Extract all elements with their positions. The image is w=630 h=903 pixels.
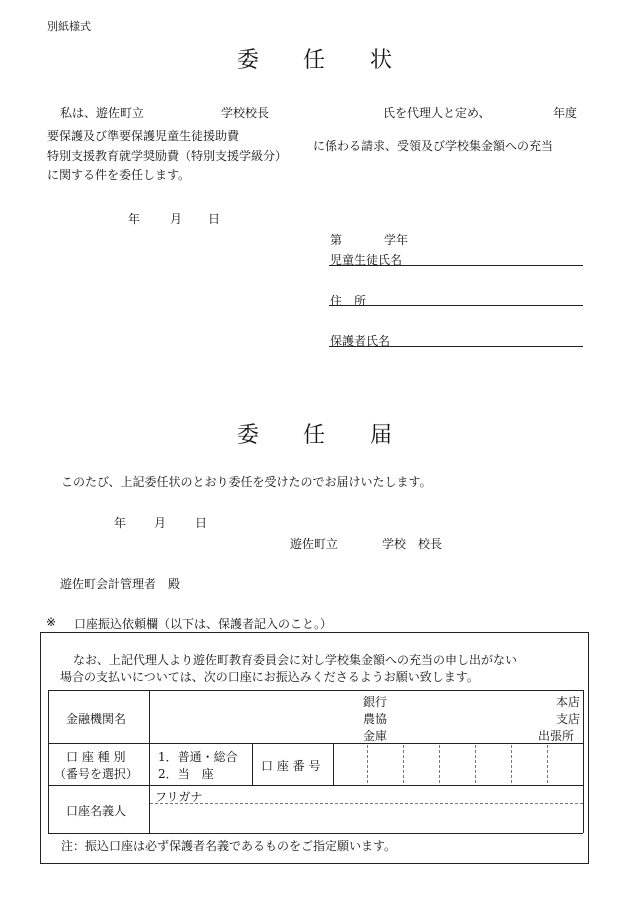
guardian-name-line[interactable]: [329, 346, 583, 347]
notification-date-day: 日: [195, 516, 208, 530]
guardian-name-label: 保護者氏名: [330, 334, 391, 348]
institution-type-agri: 農協: [363, 712, 388, 726]
title-char: 委: [237, 423, 260, 448]
school-town: 遊佐町立: [290, 537, 339, 551]
digit-divider: [511, 745, 512, 783]
address-line[interactable]: [329, 305, 583, 306]
account-type-option-ordinary[interactable]: 1．普通・総合: [158, 750, 238, 764]
digit-divider: [439, 745, 440, 783]
addressee: 遊佐町会計管理者 殿: [60, 577, 181, 591]
table-rule: [583, 690, 584, 833]
title-char: 状: [370, 48, 393, 73]
proxy-date-year: 年: [128, 212, 141, 226]
transfer-intro-2: 場合の支払いについては、次の口座にお振込みくださるようお願い致します。: [60, 670, 479, 684]
proxy-items-suffix: に係わる請求、受領及び学校集金額への充当: [313, 139, 554, 153]
form-label: 別紙様式: [47, 20, 91, 33]
grade-suffix: 学年: [384, 233, 409, 247]
table-rule: [149, 690, 150, 833]
table-rule: [48, 785, 583, 786]
proxy-appoint: 氏を代理人と定め、: [383, 106, 491, 120]
table-rule: [252, 743, 253, 785]
institution-type-bank: 銀行: [363, 695, 388, 709]
notification-date-month: 月: [154, 516, 167, 530]
asterisk-mark: ※: [46, 615, 57, 629]
student-name-line[interactable]: [329, 265, 583, 266]
institution-type-credit: 金庫: [363, 729, 388, 743]
branch-type-main: 本店: [556, 695, 581, 709]
address-label: 住 所: [330, 294, 367, 308]
transfer-heading: 口座振込依頼欄（以下は、保護者記入のこと。）: [74, 617, 333, 631]
notification-date-year: 年: [114, 516, 127, 530]
account-number-label: 口 座 番 号: [261, 759, 321, 773]
proxy-date-day: 日: [208, 212, 221, 226]
proxy-item-special: 特別支援教育就学奨励費（特別支援学級分）: [47, 149, 288, 163]
account-type-sublabel: （番号を選択）: [54, 767, 139, 781]
proxy-year: 年度: [553, 106, 578, 120]
title-char: 委: [237, 48, 260, 73]
furigana-divider: [150, 803, 583, 804]
school-principal: 学校 校長: [382, 537, 443, 551]
furigana-label: フリガナ: [155, 790, 203, 804]
title-char: 届: [370, 423, 393, 448]
branch-type-office: 出張所: [538, 729, 575, 743]
grade-prefix: 第: [330, 233, 343, 247]
digit-divider: [367, 745, 368, 783]
proxy-lead: 私は、遊佐町立: [60, 106, 145, 120]
title-char: 任: [303, 48, 326, 73]
proxy-line-end: に関する件を委任します。: [47, 168, 191, 182]
account-type-option-checking[interactable]: 2．当 座: [158, 767, 214, 781]
account-type-label: 口 座 種 別: [66, 750, 126, 764]
digit-divider: [475, 745, 476, 783]
proxy-date-month: 月: [170, 212, 183, 226]
holder-label: 口座名義人: [66, 804, 127, 818]
transfer-intro-1: なお、上記代理人より遊佐町教育委員会に対し学校集金額への充当の申し出がない: [73, 653, 518, 667]
proxy-item-aid: 要保護及び準要保護児童生徒援助費: [47, 129, 240, 143]
title-char: 任: [303, 423, 326, 448]
proxy-school-head: 学校校長: [221, 106, 270, 120]
table-rule: [48, 690, 49, 833]
table-rule: [48, 743, 583, 744]
digit-divider: [547, 745, 548, 783]
table-rule: [48, 833, 583, 834]
notification-body: このたび、上記委任状のとおり委任を受けたのでお届けいたします。: [61, 475, 432, 489]
digit-divider: [403, 745, 404, 783]
table-rule: [333, 743, 334, 785]
table-rule: [48, 690, 583, 691]
branch-type-branch: 支店: [556, 712, 581, 726]
student-name-label: 児童生徒氏名: [330, 253, 403, 267]
institution-label: 金融機関名: [66, 712, 127, 726]
transfer-note: 注：振込口座は必ず保護者名義であるものをご指定願います。: [61, 839, 397, 853]
